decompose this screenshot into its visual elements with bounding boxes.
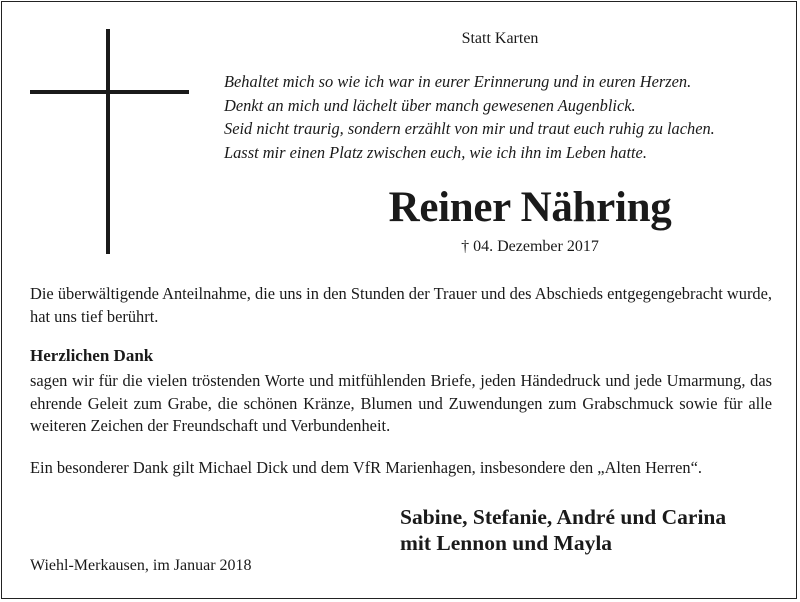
death-date: † 04. Dezember 2017 xyxy=(461,238,599,255)
signature-line-2: mit Lennon und Mayla xyxy=(400,531,613,555)
poem-line: Denkt an mich und lächelt über manch gewesenen Augenblick. xyxy=(224,95,636,115)
special-thanks-paragraph: Ein besonderer Dank gilt Michael Dick und dem VfR Marienhagen, insbesondere den „Alten Herren“. xyxy=(30,458,702,477)
signature-line-1: Sabine, Stefanie, André und Carina xyxy=(400,505,727,529)
thanks-paragraph: sagen wir für die vielen tröstenden Worte und mitfühlenden Briefe, jeden Händedruck und jede Umarmung, das ehrende Geleit zum Grabe, die schönen Kränze, Blumen und Zuwendungen zum Grabschmuck sowie für alle weiteren Zeichen der Freundschaft und Verbundenheit. xyxy=(30,371,772,435)
cross-horizontal-bar xyxy=(30,90,189,94)
signature xyxy=(400,504,780,556)
statt-karten-label: Statt Karten xyxy=(461,30,539,47)
deceased-name: Reiner Nähring xyxy=(388,184,672,231)
poem-line: Seid nicht traurig, sondern erzählt von mir und traut euch ruhig zu lachen. xyxy=(224,119,715,138)
intro-paragraph: Die überwältigende Anteilnahme, die uns in den Stunden der Trauer und des Abschieds entgegengebracht wurde, hat uns tief berührt. xyxy=(30,284,772,326)
poem-line: Lasst mir einen Platz zwischen euch, wie ich ihn im Leben hatte. xyxy=(224,142,647,162)
poem-line: Behaltet mich so wie ich war in eurer Erinnerung und in euren Herzen. xyxy=(224,72,692,91)
poem xyxy=(224,70,784,164)
cross-vertical-bar xyxy=(106,29,110,254)
place-date: Wiehl-Merkausen, im Januar 2018 xyxy=(30,557,252,574)
thanks-heading: Herzlichen Dank xyxy=(30,346,154,365)
